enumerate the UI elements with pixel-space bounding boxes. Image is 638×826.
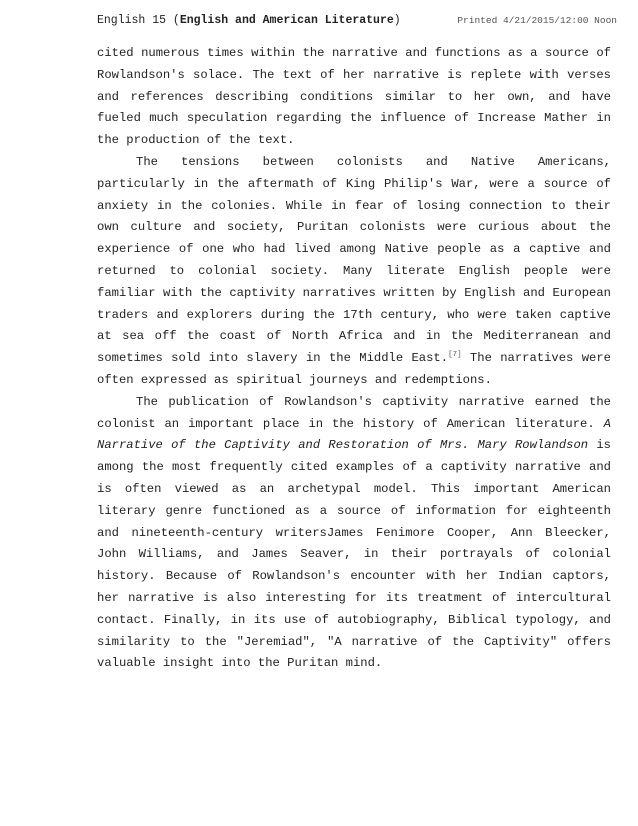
paragraph-2-text: The tensions between colonists and Native Americans, particularly in the aftermath of King Philip's War, were a source of anxiety in the colonies. While in fear of losing connection to their own culture and society, Puritan colonists were curious about the experience of one who had lived among Native people as a captive and returned to colonial society. Many literate English people were familiar with the captivity narratives written by English and European traders and explorers during the 17th century, who were taken captive at sea off the coast of North Africa and in the Mediterranean and sometimes sold into slavery in the Middle East.: [97, 154, 611, 366]
course-suffix: ): [393, 14, 401, 27]
course-title: English and American Literature: [179, 14, 394, 27]
article-body: [97, 43, 611, 675]
paragraph-2-text-cont: The narratives were often expressed as spiritual journeys and redemptions.: [97, 351, 611, 387]
paragraph-3: [97, 392, 611, 675]
citation-link[interactable]: [7]: [448, 351, 462, 360]
course-heading: [97, 11, 401, 31]
paragraph-2: [97, 152, 611, 392]
book-title: A Narrative of the Captivity and Restoration of Mrs. Mary Rowlandson: [97, 416, 611, 453]
paragraph-3-text-cont: is among the most frequently cited examples of a captivity narrative and is often viewed as an archetypal model. This important American literary genre functioned as a source of information for eighteenth and nineteenth-century writersJames Fenimore Cooper, Ann Bleecker, John Williams, and James Seaver, in their portrayals of colonial history. Because of Rowlandson's encounter with her Indian captors, her narrative is also interesting for its treatment of intercultural contact. Finally, in its use of autobiography, Biblical typology, and similarity to the "Jeremiad", "A narrative of the Captivity" offers valuable insight into the Puritan mind.: [97, 438, 611, 671]
paragraph-1-text: cited numerous times within the narrative and functions as a source of Rowlandson's solace. The text of her narrative is replete with verses and references describing conditions similar to her own, and have fueled much speculation regarding the influence of Increase Mather in the production of the text.: [97, 46, 611, 148]
page-header: [97, 11, 617, 31]
printed-timestamp: Printed 4/21/2015/12:00 Noon: [457, 15, 617, 26]
course-prefix: English 15 (: [97, 14, 180, 27]
paragraph-1: [97, 43, 611, 152]
paragraph-3-text: The publication of Rowlandson's captivity narrative earned the colonist an important place in the history of American literature.: [97, 394, 611, 431]
